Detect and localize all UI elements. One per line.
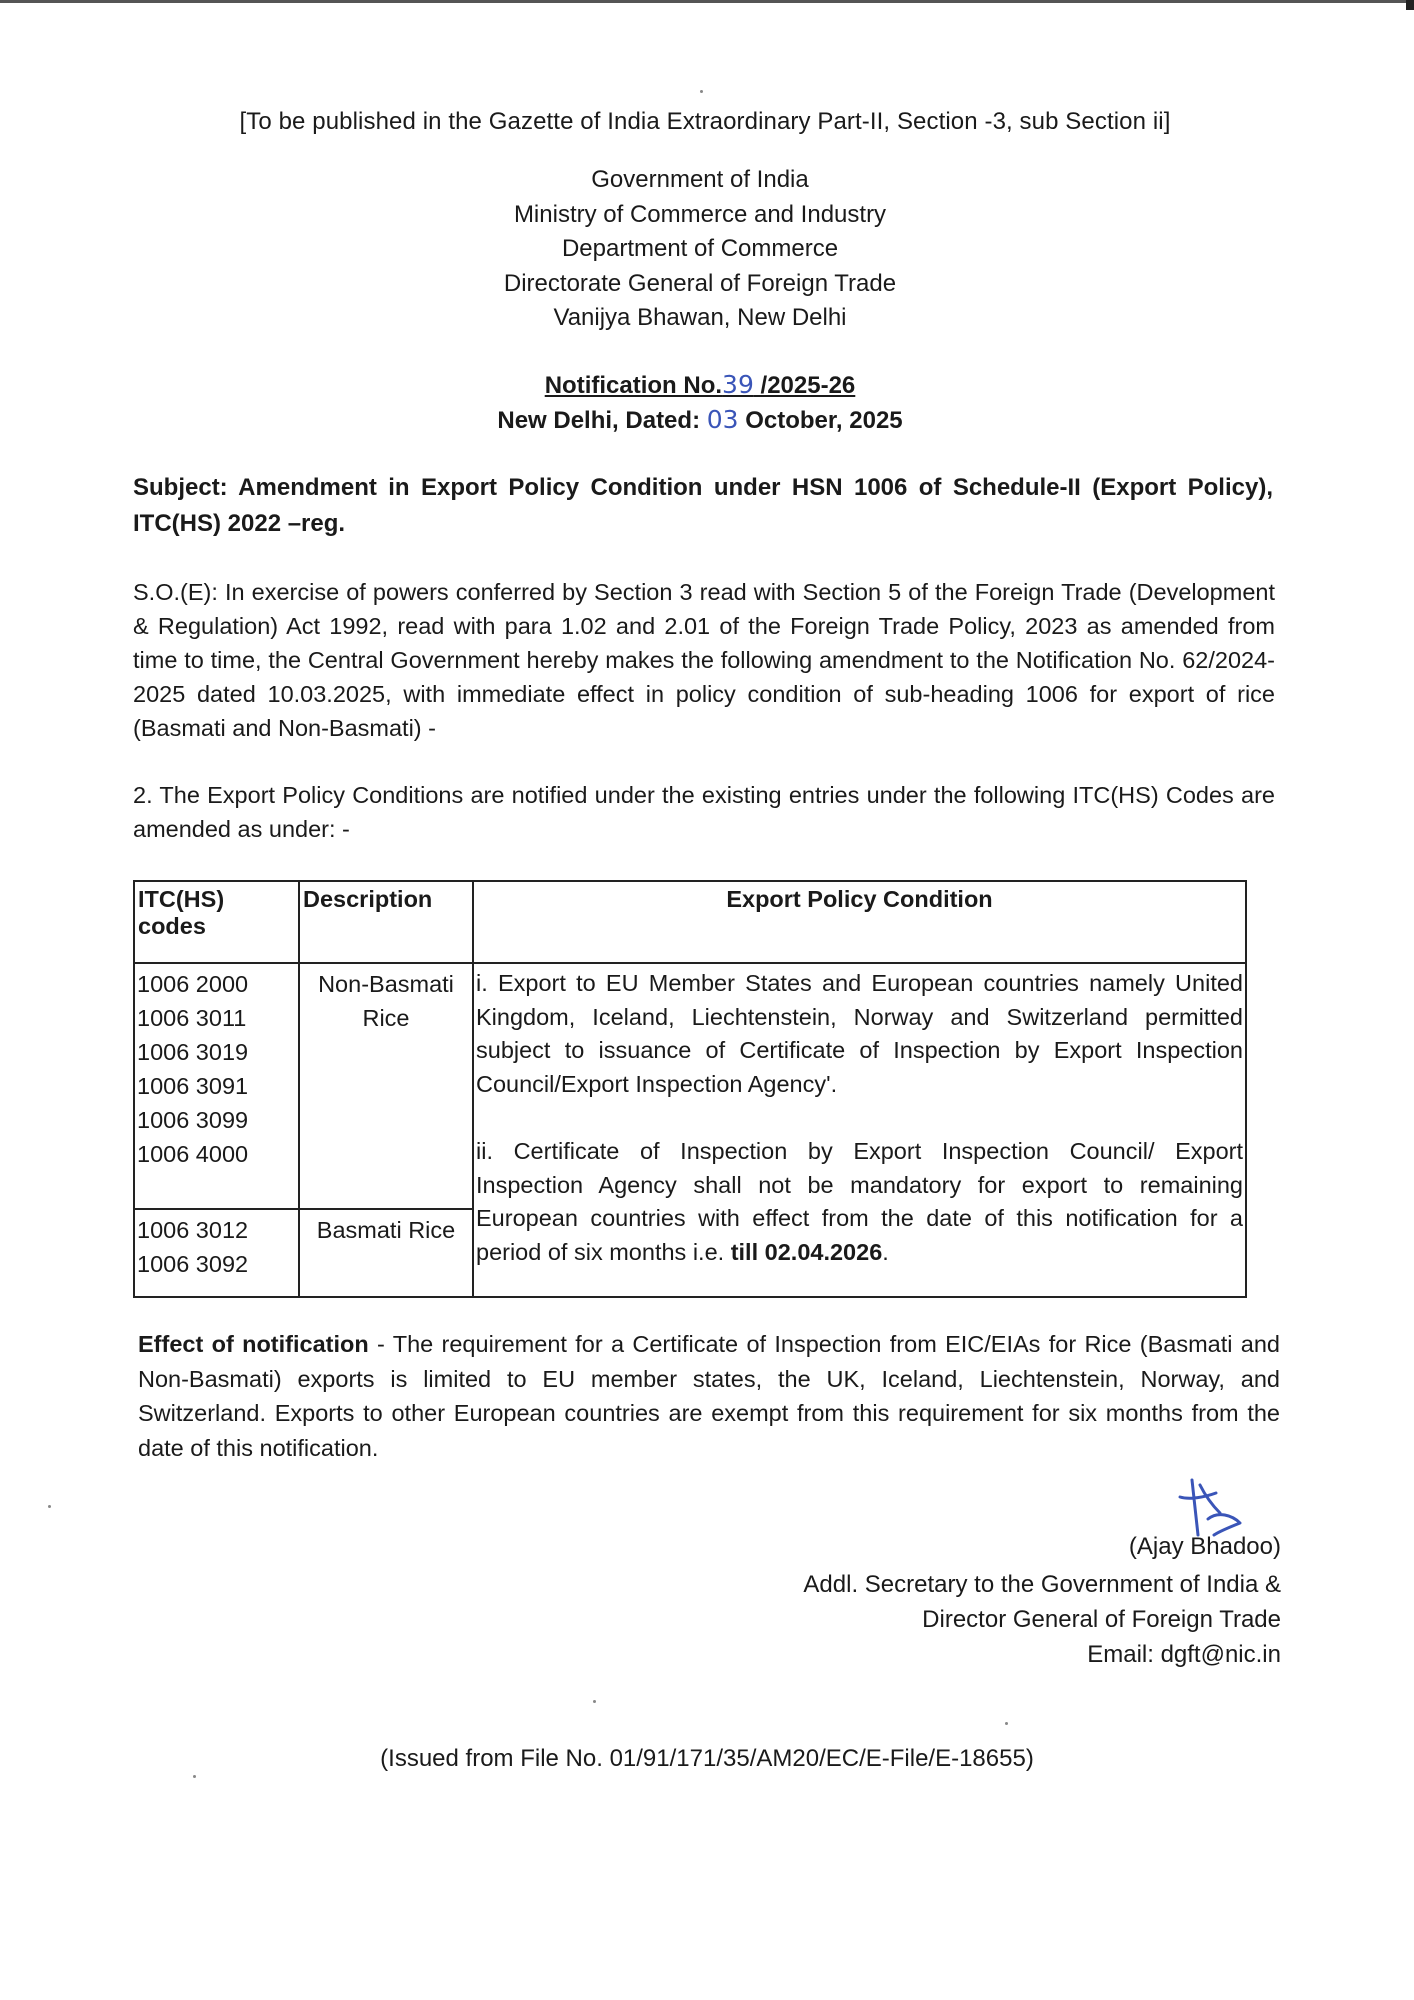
hs-code: 1006 3011 [137,1005,247,1031]
signatory-title-2: Director General of Foreign Trade [922,1606,1281,1633]
handwritten-day: 03 [706,405,739,434]
description-non-basmati: Non-Basmati Rice [299,963,473,1209]
header-codes: ITC(HS) codes [134,881,299,963]
hs-code: 1006 2000 [137,971,249,997]
date-prefix: New Delhi, Dated: [497,407,707,434]
condition-ii-text: ii. Certificate of Inspection by Export Inspection Council/ Export Inspection Agency shall not be mandatory for export to remaining European countries with effect from the date of this notification for a period of six months i.e. [476,1138,1243,1265]
paragraph-preamble: S.O.(E): In exercise of powers conferred by Section 3 read with Section 5 of the Foreign Trade (Development & Regulation) Act 1992, read with para 1.02 and 2.01 of the Foreign Trade Policy, 2023 as amended from time to time, the Central Government hereby makes the following amendment to the Notification No. 62/2024-2025 dated 10.03.2025, with immediate effect in policy condition of sub-heading 1006 for export of rice (Basmati and Non-Basmati) - [133,579,1275,741]
condition-ii-date: till 02.04.2026 [730,1238,883,1265]
effect-of-notification [138,1327,1280,1465]
notification-year: /2025-26 [753,372,856,399]
signatory-title-1: Addl. Secretary to the Government of India & [803,1571,1281,1598]
codes-cell-basmati [134,1209,299,1297]
paragraph-2: 2. The Export Policy Conditions are notified under the existing entries under the following ITC(HS) Codes are amended as under: - [133,782,1275,842]
hs-code: 1006 3099 [137,1107,249,1133]
condition-ii [476,1135,1243,1269]
subject-line: Subject: Amendment in Export Policy Condition under HSN 1006 of Schedule-II (Export Policy), ITC(HS) 2022 –reg. [133,474,1273,537]
effect-text: - The requirement for a Certificate of Inspection from EIC/EIAs for Rice (Basmati and Non-Basmati) exports is limited to EU member states, the UK, Iceland, Liechtenstein, Norway, and Switzerland. Exports to other European countries are exempt from this requirement for six months from the date of this notification. [138,1331,1281,1461]
export-policy-table [133,880,1247,1298]
signatory-name: (Ajay Bhadoo) [1128,1533,1281,1560]
government-line: Government of India [591,166,809,193]
handwritten-number: 39 [722,370,754,399]
table-row [134,963,1246,1209]
condition-ii-end: . [882,1238,889,1265]
ministry-line: Ministry of Commerce and Industry [513,200,887,228]
condition-cell [473,963,1246,1297]
scan-speck [593,1700,596,1703]
scan-top-edge [0,0,1414,3]
date-suffix: October, 2025 [738,407,903,434]
hs-code: 1006 3012 [137,1217,249,1243]
notification-prefix: Notification No. [544,372,723,399]
notification-heading [0,368,1400,438]
scan-speck [48,1505,51,1508]
hs-code: 1006 3019 [137,1039,249,1065]
signatory-email: Email: dgft@nic.in [1087,1641,1281,1668]
department-line: Department of Commerce [561,235,839,262]
address-line: Vanijya Bhawan, New Delhi [553,304,847,331]
effect-label: Effect of notification [138,1331,369,1357]
hs-code: 1006 4000 [137,1141,249,1167]
scan-speck [1005,1722,1008,1725]
notification-date [0,403,1400,438]
header-description: Description [299,881,473,963]
condition-i: i. Export to EU Member States and European countries namely United Kingdom, Iceland, Liechtenstein, Norway and Switzerland permitted subject to issuance of Certificate of Inspection by Export Inspection Council/Export Inspection Agency'. [476,970,1243,1097]
hs-code: 1006 3091 [137,1073,249,1099]
table-header-row [134,881,1246,963]
scan-speck [700,90,703,93]
description-basmati: Basmati Rice [299,1209,473,1297]
notification-number [0,368,1400,403]
signatory-designation [803,1567,1281,1672]
hs-code: 1006 3092 [137,1251,249,1277]
header-condition: Export Policy Condition [473,881,1246,963]
directorate-line: Directorate General of Foreign Trade [503,269,897,297]
issuing-authority-block [0,163,1400,336]
gazette-line: [To be published in the Gazette of India Extraordinary Part-II, Section -3, sub Section ii] [239,108,1171,135]
file-number-footer: (Issued from File No. 01/91/171/35/AM20/EC/E-File/E-18655) [380,1745,1034,1772]
scan-speck [193,1775,196,1778]
scan-corner-mark [1406,0,1414,10]
codes-cell-non-basmati [134,963,299,1209]
